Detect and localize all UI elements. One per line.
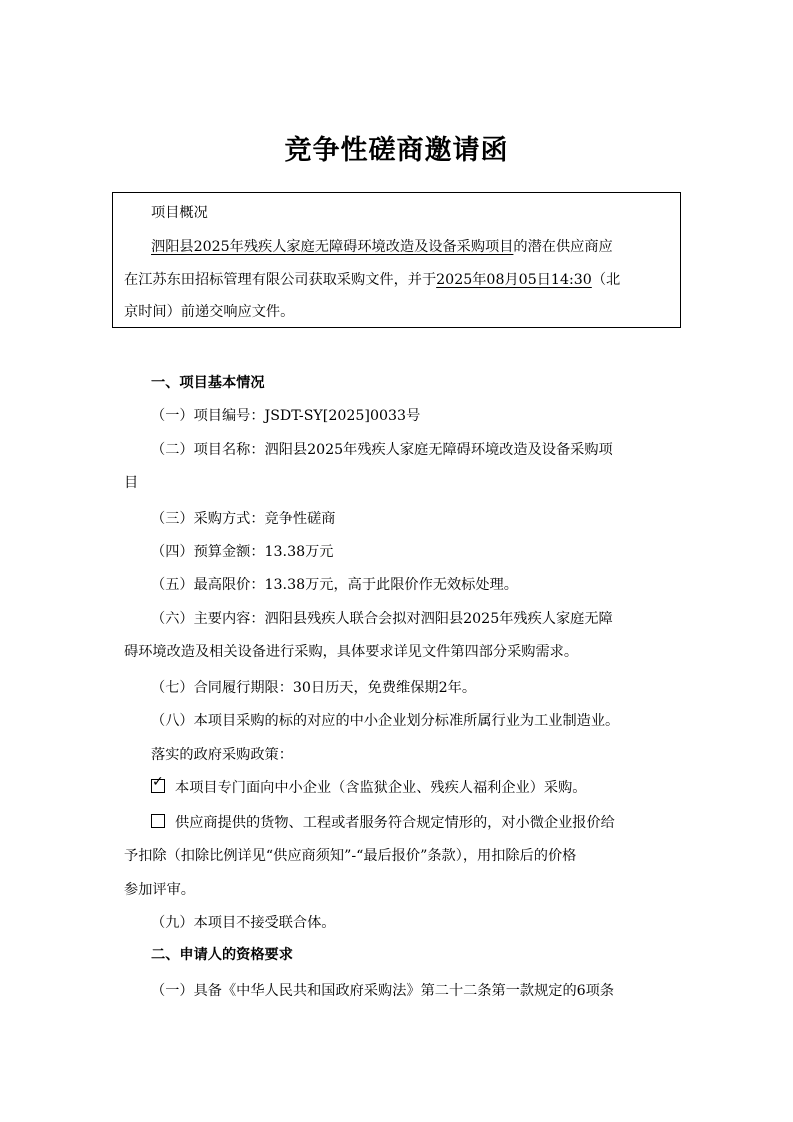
overview-text-1: 的潜在供应商应 <box>513 239 613 255</box>
section2-heading: 二、申请人的资格要求 <box>151 947 293 963</box>
policy1-label: 本项目专门面向中小企业（含监狱企业、残疾人福利企业）采购。 <box>175 780 587 796</box>
overview-text-3: （北 <box>591 272 621 288</box>
section1-item2-line2: 目 <box>124 475 139 491</box>
policy1-checkbox[interactable] <box>151 774 165 793</box>
section1-item6-line1: （六）主要内容：泗阳县残疾人联合会拟对泗阳县2025年残疾人家庭无障 <box>151 611 613 627</box>
overview-text-2: 在江苏东田招标管理有限公司获取采购文件，并于 <box>124 272 437 288</box>
policy2-line3: 参加评审。 <box>124 882 195 898</box>
check-mark-icon: ✓ <box>152 774 164 790</box>
deadline-text: 2025年08月05日14:30 <box>436 272 592 288</box>
section1-heading: 一、项目基本情况 <box>151 375 265 391</box>
section1-item5: （五）最高限价：13.38万元，高于此限价作无效标处理。 <box>151 577 518 593</box>
overview-line-1 <box>151 237 613 257</box>
section1-item1: （一）项目编号：JSDT-SY[2025]0033号 <box>151 408 421 424</box>
policy2-checkbox[interactable] <box>151 814 165 828</box>
section1-item7: （七）合同履行期限：30日历天，免费维保期2年。 <box>151 680 477 696</box>
project-name-link[interactable]: 泗阳县2025年残疾人家庭无障碍环境改造及设备采购项目 <box>151 239 514 255</box>
section1-item3: （三）采购方式：竞争性磋商 <box>151 511 336 527</box>
section1-item8: （八）本项目采购的标的对应的中小企业划分标准所属行业为工业制造业。 <box>151 713 620 729</box>
policy2-row <box>151 813 615 833</box>
section1-item2-line1: （二）项目名称：泗阳县2025年残疾人家庭无障碍环境改造及设备采购项 <box>151 442 613 458</box>
overview-heading: 项目概况 <box>151 205 208 221</box>
page-title: 竞争性磋商邀请函 <box>284 135 509 166</box>
policy-heading: 落实的政府采购政策： <box>151 747 293 763</box>
policy1-row <box>151 774 587 798</box>
policy2-line2: 予扣除（扣除比例详见“供应商须知”-“最后报价”条款），用扣除后的价格 <box>124 848 577 864</box>
overview-line-2 <box>124 270 620 290</box>
section2-item1: （一）具备《中华人民共和国政府采购法》第二十二条第一款规定的6项条 <box>151 983 615 999</box>
section1-item6-line2: 碍环境改造及相关设备进行采购，具体要求详见文件第四部分采购需求。 <box>124 644 579 660</box>
section1-item4: （四）预算金额：13.38万元 <box>151 544 334 560</box>
section1-item9: （九）本项目不接受联合体。 <box>151 915 336 931</box>
overview-line-3: 京时间）前递交响应文件。 <box>124 304 295 320</box>
policy2-label: 供应商提供的货物、工程或者服务符合规定情形的，对小微企业报价给 <box>175 815 615 831</box>
